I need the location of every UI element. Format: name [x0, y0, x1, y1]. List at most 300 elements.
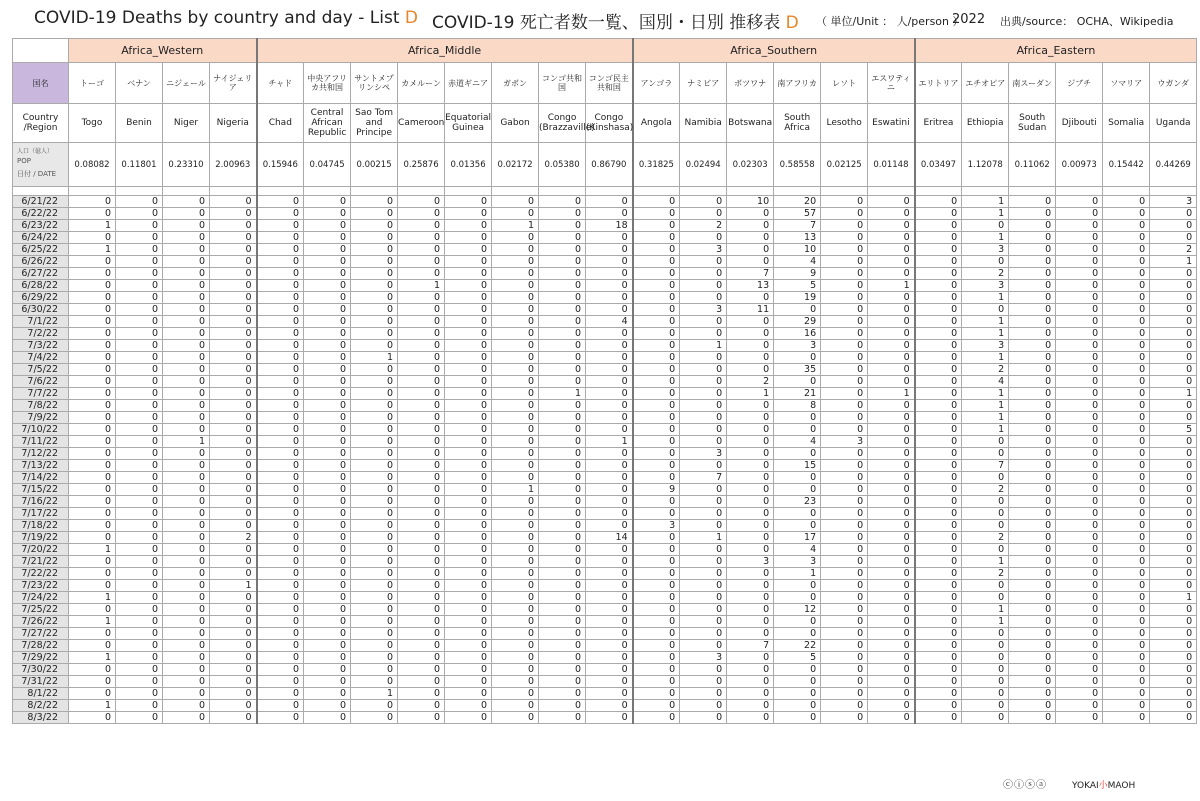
death-count-cell: 0	[1103, 352, 1150, 364]
table-row	[13, 280, 1197, 292]
death-count-cell: 0	[351, 436, 398, 448]
death-count-cell: 0	[586, 568, 633, 580]
death-count-cell: 0	[445, 460, 492, 472]
cc-license-icon: ⓒⓘⓢⓐ	[1003, 780, 1047, 791]
table-row	[13, 412, 1197, 424]
death-count-cell: 0	[680, 412, 727, 424]
death-count-cell: 0	[1150, 328, 1197, 340]
death-count-cell: 0	[586, 700, 633, 712]
death-count-cell: 0	[633, 676, 680, 688]
death-count-cell: 0	[1103, 196, 1150, 208]
death-count-cell: 0	[1056, 580, 1103, 592]
death-count-cell: 0	[257, 292, 304, 304]
death-count-cell: 0	[1056, 592, 1103, 604]
death-count-cell: 0	[539, 592, 586, 604]
death-count-cell: 0	[116, 700, 163, 712]
country-en-name: Benin	[116, 104, 163, 143]
death-count-cell: 0	[1103, 436, 1150, 448]
death-count-cell: 0	[163, 364, 210, 376]
death-count-cell: 0	[210, 616, 257, 628]
death-count-cell: 1	[492, 220, 539, 232]
region-header: Africa_Southern	[633, 39, 915, 63]
death-count-cell: 0	[163, 628, 210, 640]
death-count-cell: 0	[492, 652, 539, 664]
death-count-cell: 1	[962, 412, 1009, 424]
death-count-cell: 0	[163, 520, 210, 532]
death-count-cell: 0	[351, 280, 398, 292]
death-count-cell: 0	[586, 592, 633, 604]
death-count-cell: 0	[915, 232, 962, 244]
death-count-cell: 0	[774, 424, 821, 436]
death-count-cell: 0	[163, 352, 210, 364]
death-count-cell: 0	[163, 568, 210, 580]
country-population: 1.12078	[962, 143, 1009, 187]
death-count-cell: 0	[210, 280, 257, 292]
death-count-cell: 0	[351, 328, 398, 340]
date-cell: 7/4/22	[13, 352, 69, 364]
death-count-cell: 0	[351, 580, 398, 592]
death-count-cell: 0	[69, 328, 116, 340]
death-count-cell: 0	[1150, 280, 1197, 292]
country-en-name: Ethiopia	[962, 104, 1009, 143]
death-count-cell: 0	[633, 604, 680, 616]
death-count-cell: 0	[116, 460, 163, 472]
spacer-cell	[116, 187, 163, 196]
death-count-cell: 0	[398, 712, 445, 724]
death-count-cell: 0	[304, 484, 351, 496]
death-count-cell: 0	[633, 220, 680, 232]
death-count-cell: 21	[774, 388, 821, 400]
death-count-cell: 0	[727, 652, 774, 664]
death-count-cell: 0	[398, 700, 445, 712]
death-count-cell: 0	[398, 388, 445, 400]
death-count-cell: 0	[1009, 328, 1056, 340]
death-count-cell: 0	[398, 292, 445, 304]
table-row	[13, 268, 1197, 280]
death-count-cell: 0	[1103, 328, 1150, 340]
death-count-cell: 11	[727, 304, 774, 316]
death-count-cell: 0	[915, 268, 962, 280]
death-count-cell: 0	[1009, 592, 1056, 604]
death-count-cell: 0	[116, 712, 163, 724]
death-count-cell: 0	[210, 304, 257, 316]
death-count-cell: 0	[915, 244, 962, 256]
death-count-cell: 0	[680, 232, 727, 244]
death-count-cell: 0	[351, 712, 398, 724]
death-count-cell: 0	[492, 688, 539, 700]
country-population: 0.23310	[163, 143, 210, 187]
death-count-cell: 0	[445, 196, 492, 208]
death-count-cell: 0	[398, 652, 445, 664]
death-count-cell: 0	[868, 256, 915, 268]
death-count-cell: 1	[962, 616, 1009, 628]
death-count-cell: 0	[915, 328, 962, 340]
death-count-cell: 0	[586, 580, 633, 592]
death-count-cell: 0	[398, 508, 445, 520]
death-count-cell: 22	[774, 640, 821, 652]
death-count-cell: 0	[727, 604, 774, 616]
death-count-cell: 0	[821, 688, 868, 700]
spacer-cell	[821, 187, 868, 196]
death-count-cell: 0	[398, 244, 445, 256]
death-count-cell: 0	[398, 472, 445, 484]
death-count-cell: 1	[962, 424, 1009, 436]
death-count-cell: 23	[774, 496, 821, 508]
death-count-cell: 0	[821, 388, 868, 400]
table-row	[13, 364, 1197, 376]
death-count-cell: 0	[210, 472, 257, 484]
country-jp-name: ベナン	[116, 63, 163, 104]
death-count-cell: 0	[210, 688, 257, 700]
death-count-cell: 0	[633, 544, 680, 556]
death-count-cell: 0	[116, 208, 163, 220]
spacer-cell	[492, 187, 539, 196]
death-count-cell: 0	[210, 340, 257, 352]
death-count-cell: 0	[69, 436, 116, 448]
death-count-cell: 0	[868, 496, 915, 508]
death-count-cell: 0	[539, 220, 586, 232]
death-count-cell: 0	[586, 544, 633, 556]
country-population: 0.31825	[633, 143, 680, 187]
death-count-cell: 0	[633, 580, 680, 592]
death-count-cell: 0	[680, 520, 727, 532]
date-cell: 7/12/22	[13, 448, 69, 460]
death-count-cell: 0	[69, 256, 116, 268]
date-cell: 6/27/22	[13, 268, 69, 280]
death-count-cell: 0	[210, 712, 257, 724]
death-count-cell: 18	[586, 220, 633, 232]
death-count-cell: 0	[69, 460, 116, 472]
death-count-cell: 0	[304, 424, 351, 436]
death-count-cell: 0	[727, 712, 774, 724]
death-count-cell: 0	[868, 508, 915, 520]
date-cell: 6/21/22	[13, 196, 69, 208]
table-row	[13, 652, 1197, 664]
death-count-cell: 0	[774, 508, 821, 520]
death-count-cell: 0	[304, 232, 351, 244]
death-count-cell: 0	[915, 652, 962, 664]
date-cell: 6/26/22	[13, 256, 69, 268]
death-count-cell: 0	[1009, 460, 1056, 472]
table-row	[13, 556, 1197, 568]
date-cell: 7/15/22	[13, 484, 69, 496]
death-count-cell: 0	[1103, 616, 1150, 628]
death-count-cell: 0	[69, 388, 116, 400]
death-count-cell: 0	[304, 532, 351, 544]
death-count-cell: 0	[539, 508, 586, 520]
table-row	[13, 676, 1197, 688]
death-count-cell: 0	[821, 580, 868, 592]
death-count-cell: 0	[727, 352, 774, 364]
death-count-cell: 0	[257, 196, 304, 208]
death-count-cell: 0	[915, 340, 962, 352]
death-count-cell: 0	[445, 604, 492, 616]
death-count-cell: 0	[445, 484, 492, 496]
death-count-cell: 0	[1009, 256, 1056, 268]
death-count-cell: 0	[633, 472, 680, 484]
death-count-cell: 0	[1150, 712, 1197, 724]
death-count-cell: 0	[1150, 448, 1197, 460]
death-count-cell: 0	[163, 328, 210, 340]
death-count-cell: 0	[586, 676, 633, 688]
death-count-cell: 0	[868, 364, 915, 376]
country-jp-name: ソマリア	[1103, 63, 1150, 104]
death-count-cell: 0	[257, 316, 304, 328]
death-count-cell: 1	[351, 352, 398, 364]
death-count-cell: 0	[492, 340, 539, 352]
death-count-cell: 0	[1103, 688, 1150, 700]
death-count-cell: 0	[539, 352, 586, 364]
spacer-cell	[868, 187, 915, 196]
death-count-cell: 0	[445, 664, 492, 676]
death-count-cell: 0	[163, 400, 210, 412]
death-count-cell: 0	[915, 256, 962, 268]
country-en-name: Togo	[69, 104, 116, 143]
death-count-cell: 0	[1056, 412, 1103, 424]
death-count-cell: 0	[398, 268, 445, 280]
death-count-cell: 0	[962, 220, 1009, 232]
death-count-cell: 10	[727, 196, 774, 208]
country-population: 0.01356	[445, 143, 492, 187]
death-count-cell: 0	[962, 544, 1009, 556]
death-count-cell: 0	[539, 544, 586, 556]
date-cell: 8/2/22	[13, 700, 69, 712]
table-row	[13, 628, 1197, 640]
death-count-cell: 0	[1056, 688, 1103, 700]
death-count-cell: 0	[492, 232, 539, 244]
death-count-cell: 0	[1056, 292, 1103, 304]
death-count-cell: 0	[774, 688, 821, 700]
death-count-cell: 0	[1150, 604, 1197, 616]
death-count-cell: 0	[821, 352, 868, 364]
spacer-cell	[586, 187, 633, 196]
death-count-cell: 0	[821, 208, 868, 220]
death-count-cell: 0	[351, 412, 398, 424]
death-count-cell: 0	[1103, 676, 1150, 688]
date-cell: 8/1/22	[13, 688, 69, 700]
death-count-cell: 0	[492, 268, 539, 280]
death-count-cell: 0	[633, 592, 680, 604]
death-count-cell: 0	[1103, 568, 1150, 580]
death-count-cell: 0	[539, 712, 586, 724]
title-english: COVID-19 Deaths by country and day - List D	[34, 8, 419, 28]
death-count-cell: 0	[1150, 352, 1197, 364]
death-count-cell: 0	[680, 712, 727, 724]
death-count-cell: 0	[163, 232, 210, 244]
death-count-cell: 0	[492, 544, 539, 556]
death-count-cell: 3	[727, 556, 774, 568]
death-count-cell: 0	[1103, 580, 1150, 592]
date-cell: 8/3/22	[13, 712, 69, 724]
death-count-cell: 0	[1056, 352, 1103, 364]
death-count-cell: 0	[304, 208, 351, 220]
death-count-cell: 0	[633, 364, 680, 376]
death-count-cell: 0	[868, 208, 915, 220]
pop-date-label: 人口（億人） POP 日付 / DATE	[13, 143, 69, 187]
death-count-cell: 0	[69, 412, 116, 424]
death-count-cell: 0	[1056, 628, 1103, 640]
death-count-cell: 0	[1056, 268, 1103, 280]
death-count-cell: 0	[1103, 640, 1150, 652]
death-count-cell: 0	[210, 640, 257, 652]
spacer-cell	[774, 187, 821, 196]
death-count-cell: 0	[821, 364, 868, 376]
death-count-cell: 0	[492, 640, 539, 652]
death-count-cell: 0	[727, 364, 774, 376]
death-count-cell: 0	[351, 196, 398, 208]
death-count-cell: 0	[492, 604, 539, 616]
death-count-cell: 0	[116, 244, 163, 256]
death-count-cell: 0	[539, 316, 586, 328]
death-count-cell: 0	[445, 556, 492, 568]
death-count-cell: 0	[1150, 232, 1197, 244]
death-count-cell: 0	[492, 556, 539, 568]
death-count-cell: 1	[398, 280, 445, 292]
death-count-cell: 0	[398, 592, 445, 604]
death-count-cell: 0	[116, 400, 163, 412]
death-count-cell: 0	[1009, 292, 1056, 304]
death-count-cell: 0	[1150, 544, 1197, 556]
death-count-cell: 0	[1103, 316, 1150, 328]
death-count-cell: 0	[492, 364, 539, 376]
death-count-cell: 0	[492, 628, 539, 640]
death-count-cell: 0	[351, 304, 398, 316]
death-count-cell: 0	[351, 400, 398, 412]
death-count-cell: 0	[1150, 376, 1197, 388]
death-count-cell: 0	[257, 640, 304, 652]
death-count-cell: 0	[680, 424, 727, 436]
death-count-cell: 0	[1103, 280, 1150, 292]
death-count-cell: 0	[633, 652, 680, 664]
death-count-cell: 1	[680, 532, 727, 544]
date-cell: 7/31/22	[13, 676, 69, 688]
death-count-cell: 0	[1056, 472, 1103, 484]
death-count-cell: 0	[398, 532, 445, 544]
death-count-cell: 0	[445, 640, 492, 652]
death-count-cell: 1	[69, 544, 116, 556]
death-count-cell: 0	[539, 280, 586, 292]
death-count-cell: 0	[1009, 316, 1056, 328]
death-count-cell: 0	[868, 412, 915, 424]
death-count-cell: 0	[774, 628, 821, 640]
death-count-cell: 0	[1103, 304, 1150, 316]
death-count-cell: 0	[633, 292, 680, 304]
death-count-cell: 0	[304, 376, 351, 388]
death-count-cell: 0	[257, 580, 304, 592]
death-count-cell: 0	[1103, 268, 1150, 280]
death-count-cell: 5	[1150, 424, 1197, 436]
death-count-cell: 0	[116, 508, 163, 520]
death-count-cell: 0	[821, 328, 868, 340]
country-en-name: Niger	[163, 104, 210, 143]
death-count-cell: 0	[351, 244, 398, 256]
death-count-cell: 0	[680, 628, 727, 640]
death-count-cell: 0	[821, 196, 868, 208]
death-count-cell: 0	[915, 580, 962, 592]
death-count-cell: 0	[304, 700, 351, 712]
death-count-cell: 0	[633, 196, 680, 208]
death-count-cell: 0	[915, 424, 962, 436]
death-count-cell: 0	[586, 640, 633, 652]
death-count-cell: 0	[257, 556, 304, 568]
death-count-cell: 0	[1056, 544, 1103, 556]
kokumei-label: 国名	[13, 63, 69, 104]
death-count-cell: 0	[539, 256, 586, 268]
death-count-cell: 0	[821, 448, 868, 460]
country-en-name: Somalia	[1103, 104, 1150, 143]
country-jp-name: エチオピア	[962, 63, 1009, 104]
death-count-cell: 2	[727, 376, 774, 388]
death-count-cell: 0	[915, 640, 962, 652]
country-jp-name: 南スーダン	[1009, 63, 1056, 104]
death-count-cell: 0	[445, 328, 492, 340]
death-count-cell: 0	[351, 496, 398, 508]
death-count-cell: 0	[257, 544, 304, 556]
country-en-name: South Sudan	[1009, 104, 1056, 143]
death-count-cell: 2	[962, 532, 1009, 544]
death-count-cell: 0	[69, 580, 116, 592]
death-count-cell: 0	[868, 616, 915, 628]
table-row	[13, 388, 1197, 400]
death-count-cell: 0	[351, 616, 398, 628]
death-count-cell: 0	[163, 448, 210, 460]
death-count-cell: 0	[304, 556, 351, 568]
death-count-cell: 0	[586, 616, 633, 628]
death-count-cell: 0	[1150, 520, 1197, 532]
death-count-cell: 4	[586, 316, 633, 328]
death-count-cell: 7	[727, 640, 774, 652]
death-count-cell: 0	[210, 628, 257, 640]
death-count-cell: 0	[445, 520, 492, 532]
death-count-cell: 0	[445, 244, 492, 256]
death-count-cell: 0	[1009, 532, 1056, 544]
death-count-cell: 0	[727, 580, 774, 592]
country-population: 0.03497	[915, 143, 962, 187]
spacer-cell	[1056, 187, 1103, 196]
death-count-cell: 0	[69, 268, 116, 280]
table-row	[13, 244, 1197, 256]
death-count-cell: 0	[492, 196, 539, 208]
death-count-cell: 0	[210, 232, 257, 244]
death-count-cell: 1	[539, 388, 586, 400]
country-population: 0.00973	[1056, 143, 1103, 187]
death-count-cell: 1	[962, 232, 1009, 244]
death-count-cell: 0	[586, 280, 633, 292]
death-count-cell: 0	[351, 676, 398, 688]
death-count-cell: 0	[398, 220, 445, 232]
death-count-cell: 0	[633, 316, 680, 328]
death-count-cell: 0	[915, 556, 962, 568]
death-count-cell: 0	[69, 316, 116, 328]
death-count-cell: 0	[868, 352, 915, 364]
data-body	[13, 196, 1197, 724]
death-count-cell: 0	[116, 592, 163, 604]
death-count-cell: 0	[304, 448, 351, 460]
death-count-cell: 0	[1009, 652, 1056, 664]
death-count-cell: 0	[116, 352, 163, 364]
death-count-cell: 0	[680, 208, 727, 220]
death-count-cell: 0	[539, 688, 586, 700]
death-count-cell: 0	[915, 616, 962, 628]
death-count-cell: 0	[492, 352, 539, 364]
table-row	[13, 424, 1197, 436]
death-count-cell: 0	[680, 376, 727, 388]
spacer-cell	[727, 187, 774, 196]
death-count-cell: 0	[633, 232, 680, 244]
death-count-cell: 0	[586, 496, 633, 508]
death-count-cell: 0	[257, 400, 304, 412]
death-count-cell: 0	[210, 664, 257, 676]
